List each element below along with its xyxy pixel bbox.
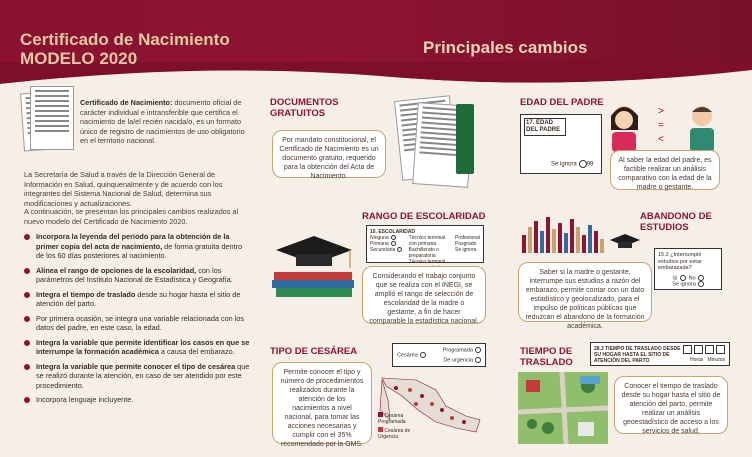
intro-paragraph-2: La Secretaría de Salud a través de la Dirección General de Información en Salud, quinquenalmente y de acuerdo con los integrantes del Sistema Nacional de Salud, determina sus modificaciones y actualizaciones. (24, 170, 223, 208)
radio-icon[interactable] (420, 352, 426, 358)
option-profesional: Profesional (454, 235, 480, 241)
time-labels: Horas Minutos (689, 357, 725, 363)
radio-icon[interactable] (475, 347, 481, 353)
abandono-form (654, 248, 722, 290)
radio-icon[interactable] (397, 247, 402, 252)
radio-icon[interactable] (475, 357, 481, 363)
certificate-thumbnail (30, 86, 74, 150)
escolaridad-box (362, 266, 486, 324)
option-tecnico-secundaria: Técnico terminal (408, 259, 446, 265)
form-ignora: Se ignora 99 (551, 161, 594, 168)
form-urgencia: De urgencia (443, 357, 481, 364)
radio-icon[interactable] (391, 241, 396, 246)
cesarea-legend (378, 412, 418, 440)
option-secundaria: Secundaria (370, 247, 402, 253)
form-label: 28.3 TIEMPO DE TRASLADO DESDE SU HOGAR HASTA EL SITIO DE ATENCIÓN DEL PARTO (594, 346, 681, 364)
option-primaria: Primaria (370, 241, 402, 247)
traslado-text: Conocer el tiempo de traslado desde su hogar hasta el sitio de atención del parto, permite realizar un análisis geoestadístico de acceso a los servicios de salud. (621, 383, 721, 435)
form-ignora: Se ignora (658, 281, 718, 288)
legend-programada: Cesárea Programada (378, 413, 406, 425)
form-programada: Programada (443, 347, 481, 354)
radio-icon[interactable] (579, 160, 587, 168)
option-tecnico-primaria: Técnico terminal con primaria (408, 235, 446, 247)
svg-text:=: = (658, 120, 664, 131)
changes-list (24, 232, 250, 410)
list-item: Integra la variable que permite conocer el tipo de cesárea que se realizó durante la atención, en caso de ser atendido por este procedimiento. (24, 362, 250, 391)
svg-text:>: > (658, 106, 664, 117)
section-heading: Principales cambios (423, 38, 588, 57)
radio-icon[interactable] (698, 275, 704, 281)
cesarea-title: TIPO DE CESÁREA (270, 346, 358, 357)
bar-chart-icon (520, 213, 624, 253)
intro-definition (80, 98, 250, 146)
form-label: 17. EDAD DEL PADRE (524, 118, 566, 136)
list-item: Integra el tiempo de traslado desde su hogar hasta el sitio de atención del parto. (24, 290, 250, 309)
intro-lead-bold: Certificado de Nacimiento: (80, 98, 173, 107)
intro-lead-text: documento oficial de carácter individual e intransferible que certifica el nacimiento de la/el recién nacida/o, es un formato único de registro de nacimientos de uso obligatorio en el territorio nacional. (80, 98, 245, 146)
escolaridad-form (366, 225, 484, 263)
form-question: 15.2 ¿Interrumpió estudios por estar embarazada? (658, 252, 702, 271)
edad-padre-box (610, 150, 720, 190)
edad-padre-title: EDAD DEL PADRE (520, 97, 604, 108)
option-ignora: Se ignora (454, 247, 477, 253)
map-route-icon (518, 372, 608, 444)
cesarea-box (272, 362, 372, 448)
option-posgrado: Posgrado (454, 241, 477, 247)
escolaridad-title: RANGO DE ESCOLARIDAD (362, 211, 486, 222)
form-options: Sí No (658, 275, 718, 282)
cesarea-text: Permite conocer el tipo y número de procedimientos realizados durante la atención de los nacimientos a nivel nacional, para tomar las acciones necesarias y cumplir con el 35% recomendado por la OMS. (280, 369, 364, 448)
documentos-box (272, 130, 386, 178)
traslado-form (590, 342, 730, 366)
legend-urgencia: Cesárea de Urgencia (378, 428, 411, 440)
documentos-text: Por mandato constitucional, el Certificado de Nacimiento es un documento gratuito, requerido para la obtención del Acta de Nacimiento. (279, 137, 379, 180)
cesarea-form (392, 343, 486, 367)
graduation-books-icon (266, 232, 362, 302)
list-item: Alinea el rango de opciones de la escolaridad, con los parámetros del Instituto Nacional de Estadística y Geografía. (24, 266, 250, 285)
main-title (20, 30, 230, 68)
time-boxes[interactable] (683, 345, 725, 354)
radio-icon[interactable] (698, 281, 704, 287)
title-line-2: MODELO 2020 (20, 49, 138, 68)
list-item: Incorpora lenguaje incluyente. (24, 395, 250, 405)
title-line-1: Certificado de Nacimiento (20, 30, 230, 49)
escolaridad-text: Considerando el trabajo conjunto que se realiza con el INEGI, se amplió el rango de selección de escolaridad de la madre o gestante, a fin de hacer comparable la estadística nacional. (369, 273, 479, 325)
intro-paragraph-3: A continuación, se presentan los principales cambios realizados al nuevo modelo del Certificado de Nacimiento 2020. (24, 207, 239, 226)
parents-illustration (606, 96, 732, 154)
abandono-box (518, 262, 652, 330)
form-cesarea: Cesárea (397, 352, 426, 359)
graduation-cap-icon (610, 234, 640, 250)
radio-icon[interactable] (680, 275, 686, 281)
green-form-icon (456, 104, 474, 174)
edad-padre-text: Al saber la edad del padre, es factible realizar un análisis comparativo con la edad de la madre o gestante. (618, 157, 712, 191)
traslado-title: TIEMPO DE TRASLADO (520, 346, 573, 368)
radio-icon[interactable] (391, 235, 396, 240)
abandono-text: Saber si la madre o gestante, interrumpe sus estudios a razón del embarazo, permite contar con un dato estadístico y geolocalizado, para el impulso de políticas públicas que reduzcan el abandono de la formación académica. (525, 269, 645, 330)
option-ninguna: Ninguna (370, 235, 402, 241)
form-label: 15. ESCOLARIDAD (370, 229, 416, 235)
documentos-title: DOCUMENTOS GRATUITOS (270, 97, 339, 119)
svg-text:<: < (658, 134, 664, 145)
list-item: Incorpora la leyenda del periodo para la obtención de la primer copia del acta de nacimiento, de forma gratuita dentro de los 60 días posteriores al nacimiento. (24, 232, 250, 261)
list-item: Integra la variable que permite identificar los casos en que se interrumpe la formación académica a causa del embarazo. (24, 338, 250, 357)
edad-padre-form (520, 114, 602, 174)
traslado-box (614, 376, 728, 434)
option-bachillerato: Bachillerato o preparatoria (408, 247, 439, 259)
list-item: Por primera ocasión, se integra una variable relacionada con los datos del padre, en este caso, la edad. (24, 314, 250, 333)
abandono-title: ABANDONO DE ESTUDIOS (640, 211, 712, 233)
